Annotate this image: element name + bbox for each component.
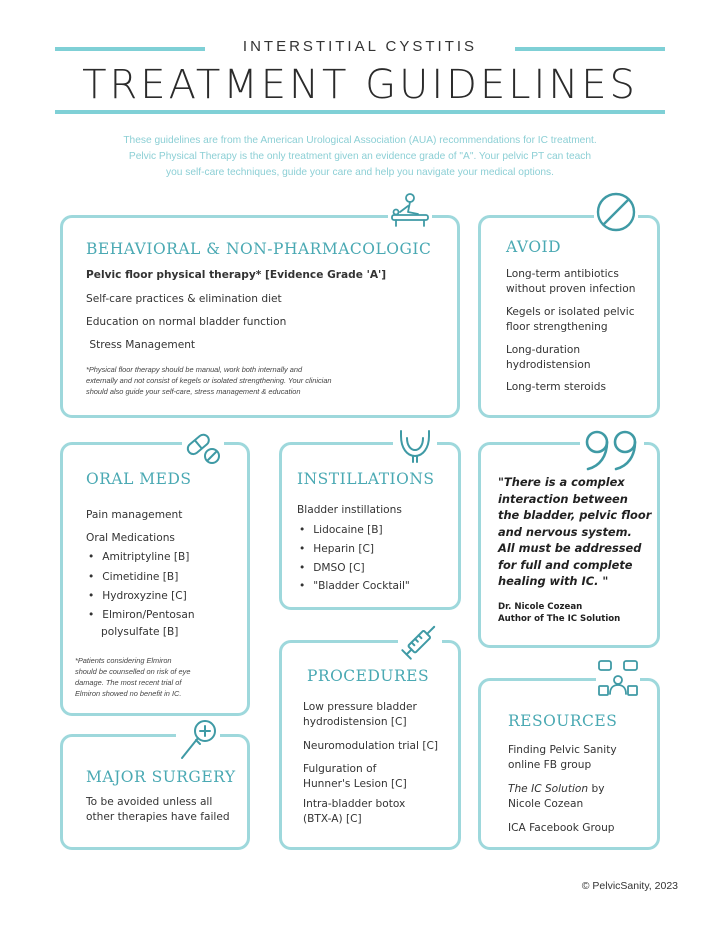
- quote-author: Dr. Nicole Cozean Author of The IC Solution: [498, 602, 621, 624]
- therapist-icon: [388, 192, 432, 228]
- instillation-item: • Heparin [C]: [299, 543, 374, 555]
- resources-people-icon: [596, 658, 640, 702]
- resource-item: ICA Facebook Group: [508, 822, 615, 834]
- quote-mark-icon: [580, 428, 644, 472]
- avoid-item: Long-duration hydrodistension: [506, 344, 591, 371]
- behavioral-item: Stress Management: [86, 339, 196, 351]
- behavioral-item: Self-care practices & elimination diet: [86, 293, 282, 305]
- oral-med-item: • Amitriptyline [B]: [88, 551, 189, 563]
- scalpel-icon: [176, 716, 220, 764]
- procedures-title: PROCEDURES: [307, 667, 430, 685]
- oral-med-item: • Hydroxyzine [C]: [88, 590, 187, 602]
- prohibited-icon: [594, 190, 638, 234]
- procedure-item: Fulguration of Hunner's Lesion [C]: [303, 763, 407, 790]
- resource-item: Finding Pelvic Sanity online FB group: [508, 744, 617, 771]
- procedure-item: Intra-bladder botox (BTX-A) [C]: [303, 798, 406, 825]
- surgery-text: To be avoided unless all other therapies have failed: [86, 796, 230, 823]
- behavioral-note: *Physical floor therapy should be manual, work both internally and externally and not consist of kegels or isolated strengthening. Your clinician should also guide your self-care, stress management & education: [86, 365, 332, 396]
- procedure-item: Neuromodulation trial [C]: [303, 740, 439, 752]
- oral-med-item: • Cimetidine [B]: [88, 571, 178, 583]
- syringe-icon: [398, 620, 442, 662]
- resource-item: The IC Solution by Nicole Cozean: [508, 783, 605, 810]
- behavioral-item: Education on normal bladder function: [86, 316, 287, 328]
- behavioral-item: Pelvic floor physical therapy* [Evidence Grade 'A']: [86, 269, 387, 281]
- page-kicker: INTERSTITIAL CYSTITIS: [242, 38, 478, 55]
- instillations-sub: Bladder instillations: [297, 504, 402, 516]
- pills-icon: [182, 428, 224, 468]
- procedure-item: Low pressure bladder hydrodistension [C]: [303, 701, 417, 728]
- instillations-title: INSTILLATIONS: [297, 470, 435, 488]
- bladder-icon: [393, 428, 437, 464]
- instillation-item: • DMSO [C]: [299, 562, 365, 574]
- quote-text: "There is a complex interaction between the bladder, pelvic floor and nervous system. All must be addressed for full and complete healing with IC. ": [498, 475, 652, 588]
- avoid-item: Long-term antibiotics without proven infection: [506, 268, 636, 295]
- surgery-title: MAJOR SURGERY: [86, 768, 236, 786]
- header-rule-bottom: [55, 110, 665, 114]
- resources-title: RESOURCES: [508, 712, 618, 730]
- copyright: © PelvicSanity, 2023: [581, 880, 678, 892]
- oral-meds-pain: Pain management: [86, 509, 183, 521]
- avoid-title: AVOID: [506, 238, 562, 256]
- avoid-item: Kegels or isolated pelvic floor strengthening: [506, 306, 635, 333]
- oral-med-item-cont: polysulfate [B]: [101, 626, 179, 638]
- intro-text: These guidelines are from the American Urological Association (AUA) recommendations for IC treatment. Pelvic Physical Therapy is the only treatment given an evidence grade of "A". Your pelvic PT can teach you self-care techniques, guide your care and help you navigate your medical options.: [123, 135, 597, 178]
- oral-meds-note: *Patients considering Elmiron should be counselled on risk of eye damage. The most recent trial of Elmiron showed no benefit in IC.: [75, 656, 191, 698]
- oral-meds-sub: Oral Medications: [86, 532, 175, 544]
- surgery-card: [60, 734, 250, 850]
- oral-med-item: • Elmiron/Pentosan: [88, 609, 195, 621]
- instillation-item: • "Bladder Cocktail": [299, 580, 410, 592]
- behavioral-title: BEHAVIORAL & NON-PHARMACOLOGIC: [86, 240, 432, 258]
- oral-meds-title: ORAL MEDS: [86, 470, 192, 488]
- page-title: TREATMENT GUIDELINES: [82, 62, 638, 108]
- avoid-item: Long-term steroids: [506, 381, 606, 393]
- instillation-item: • Lidocaine [B]: [299, 524, 383, 536]
